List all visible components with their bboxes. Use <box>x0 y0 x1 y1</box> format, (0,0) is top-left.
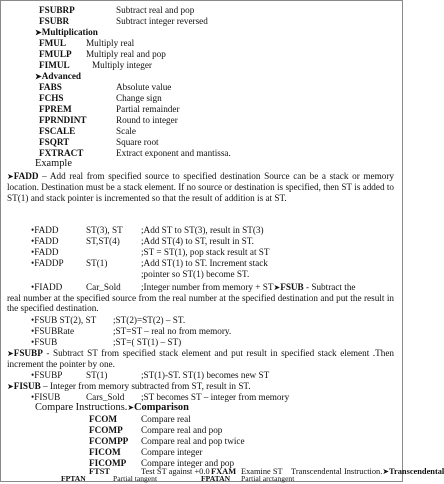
instruction-desc: Subtract integer reversed <box>116 16 208 26</box>
arrow-bullet-icon: ➤ <box>273 283 281 292</box>
arrow-bullet-icon: ➤ <box>35 72 42 81</box>
instruction-desc: Subtract real and pop <box>116 5 195 15</box>
instruction-name: FSUBRP <box>39 5 75 15</box>
document-page: FSUBRP Subtract real and pop FSUBR Subtract integer reversed ➤Multiplication FMUL Multiply real FMULP Multiply real and pop FIMUL Multiply integer ➤Advanced FABS Absolute value FCHS Change sign FPREM Partial remainder FPRNDINT Round to integer FSCALE Scale FSQRT Square root FXTRACT Extract exponent and mantissa. Example ➤FADD – Add real from specified source to specified destination Source can be a stack or memory location. Destination must be a stack element. If no source or destination is specified, then ST is added to ST(1) and stack pointer is incremented so that the result of addition is at ST. •FADD ST(3), ST ;Add ST to ST(3), result in ST(3) •FADD ST,ST(4) ;Add ST(4) to ST, result in ST. •FADD ;ST = ST(1), pop stack result at ST •FADDP ST(1) ;Add ST(1) to ST. Increment stack ;pointer so ST(1) become ST. •FIADD Car_Sold ;Integer number from memory + ST➤FSUB - Subtract the real number at the specified source from the real number at the specified destination and put the result in the specified destination. •FSUB ST(2), ST ;ST(2)=ST(2) – ST. •FSUBRate ;ST=ST – real no from memory. •FSUB ;ST=( ST(1) – ST) ➤FSUBP - Subtract ST from specified stack element and put result in specified stack element .Then increment the pointer by one. •FSUBP ST(1) ;ST(1)-ST. ST(1) becomes new ST ➤FISUB – Integer from memory subtracted from ST, result in ST. •FISUB Cars_Sold ;ST becomes ST – integer from memory Compare Instructions.➤Comparison FCOM Compare real FCOMP Compare real and pop FCOMPP Compare real and pop twice FICOM Compare integer FICOMP Compare integer and pop FTST Test ST against +0.0 FXAM Examine ST Transcendental Instruction.➤Transcendental FPTAN Partial tangent FPATAN Partial arctangent <box>0 0 403 482</box>
arrow-bullet-icon: ➤ <box>382 467 390 476</box>
fsubp-description: ➤FSUBP - Subtract ST from specified stack element and put result in specified stack element .Then increment the pointer by one. <box>7 348 394 370</box>
arrow-bullet-icon: ➤ <box>7 382 14 391</box>
arrow-bullet-icon: ➤ <box>35 28 42 37</box>
arrow-bullet-icon: ➤ <box>7 172 14 181</box>
instruction-name: FSUBR <box>39 16 70 26</box>
arrow-bullet-icon: ➤ <box>7 349 14 358</box>
fadd-description: ➤FADD – Add real from specified source to specified destination Source can be a stack or memory location. Destination must be a stack element. If no source or destination is specified, then ST is added to ST(1) and stack pointer is incremented so that the result of addition is at ST. <box>7 171 394 203</box>
arrow-bullet-icon: ➤ <box>127 403 135 412</box>
fsub-description: real number at the specified source from the real number at the specified destination and put the result in the specified destination. <box>7 293 394 314</box>
